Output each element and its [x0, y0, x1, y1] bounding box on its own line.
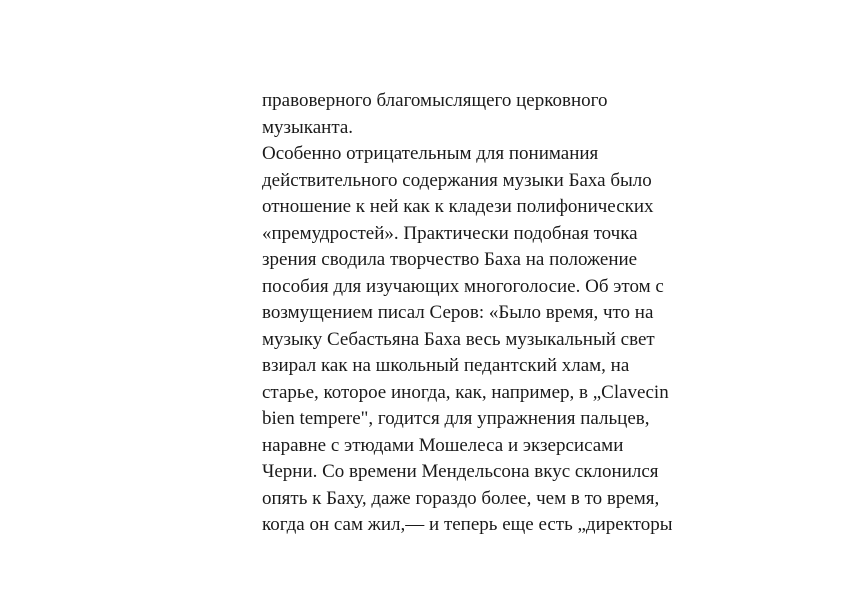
text-line: отношение к ней как к кладези полифонических — [262, 196, 654, 217]
text-line: музыканта. — [262, 116, 354, 138]
text-line: опять к Баху, даже гораздо более, чем в то время, — [262, 487, 660, 509]
text-line: bien tempere", годится для упражнения пальцев, — [262, 408, 650, 429]
text-line: Особенно отрицательным для понимания — [262, 143, 599, 164]
text-line: взирал как на школьный педантский хлам, на — [262, 355, 630, 376]
text-line: «премудростей». Практически подобная точка — [262, 222, 638, 244]
text-line: зрения сводила творчество Баха на положение — [262, 249, 638, 270]
text-line: наравне с этюдами Мошелеса и экзерсисами — [262, 434, 624, 456]
text-line: когда он сам жил,— и теперь еще есть „директоры — [262, 514, 673, 535]
text-line: старье, которое иногда, как, например, в „Clavecin — [262, 381, 669, 403]
text-line: пособия для изучающих многоголосие. Об этом с — [262, 275, 664, 297]
text-line: правоверного благомыслящего церковного — [262, 90, 608, 111]
text-line: Черни. Со времени Мендельсона вкус склонился — [262, 461, 659, 482]
text-line: возмущением писал Серов: «Было время, что на — [262, 302, 654, 323]
text-line: музыку Себастьяна Баха весь музыкальный свет — [262, 328, 655, 350]
text-line: действительного содержания музыки Баха было — [262, 169, 652, 191]
body-text — [262, 88, 762, 539]
